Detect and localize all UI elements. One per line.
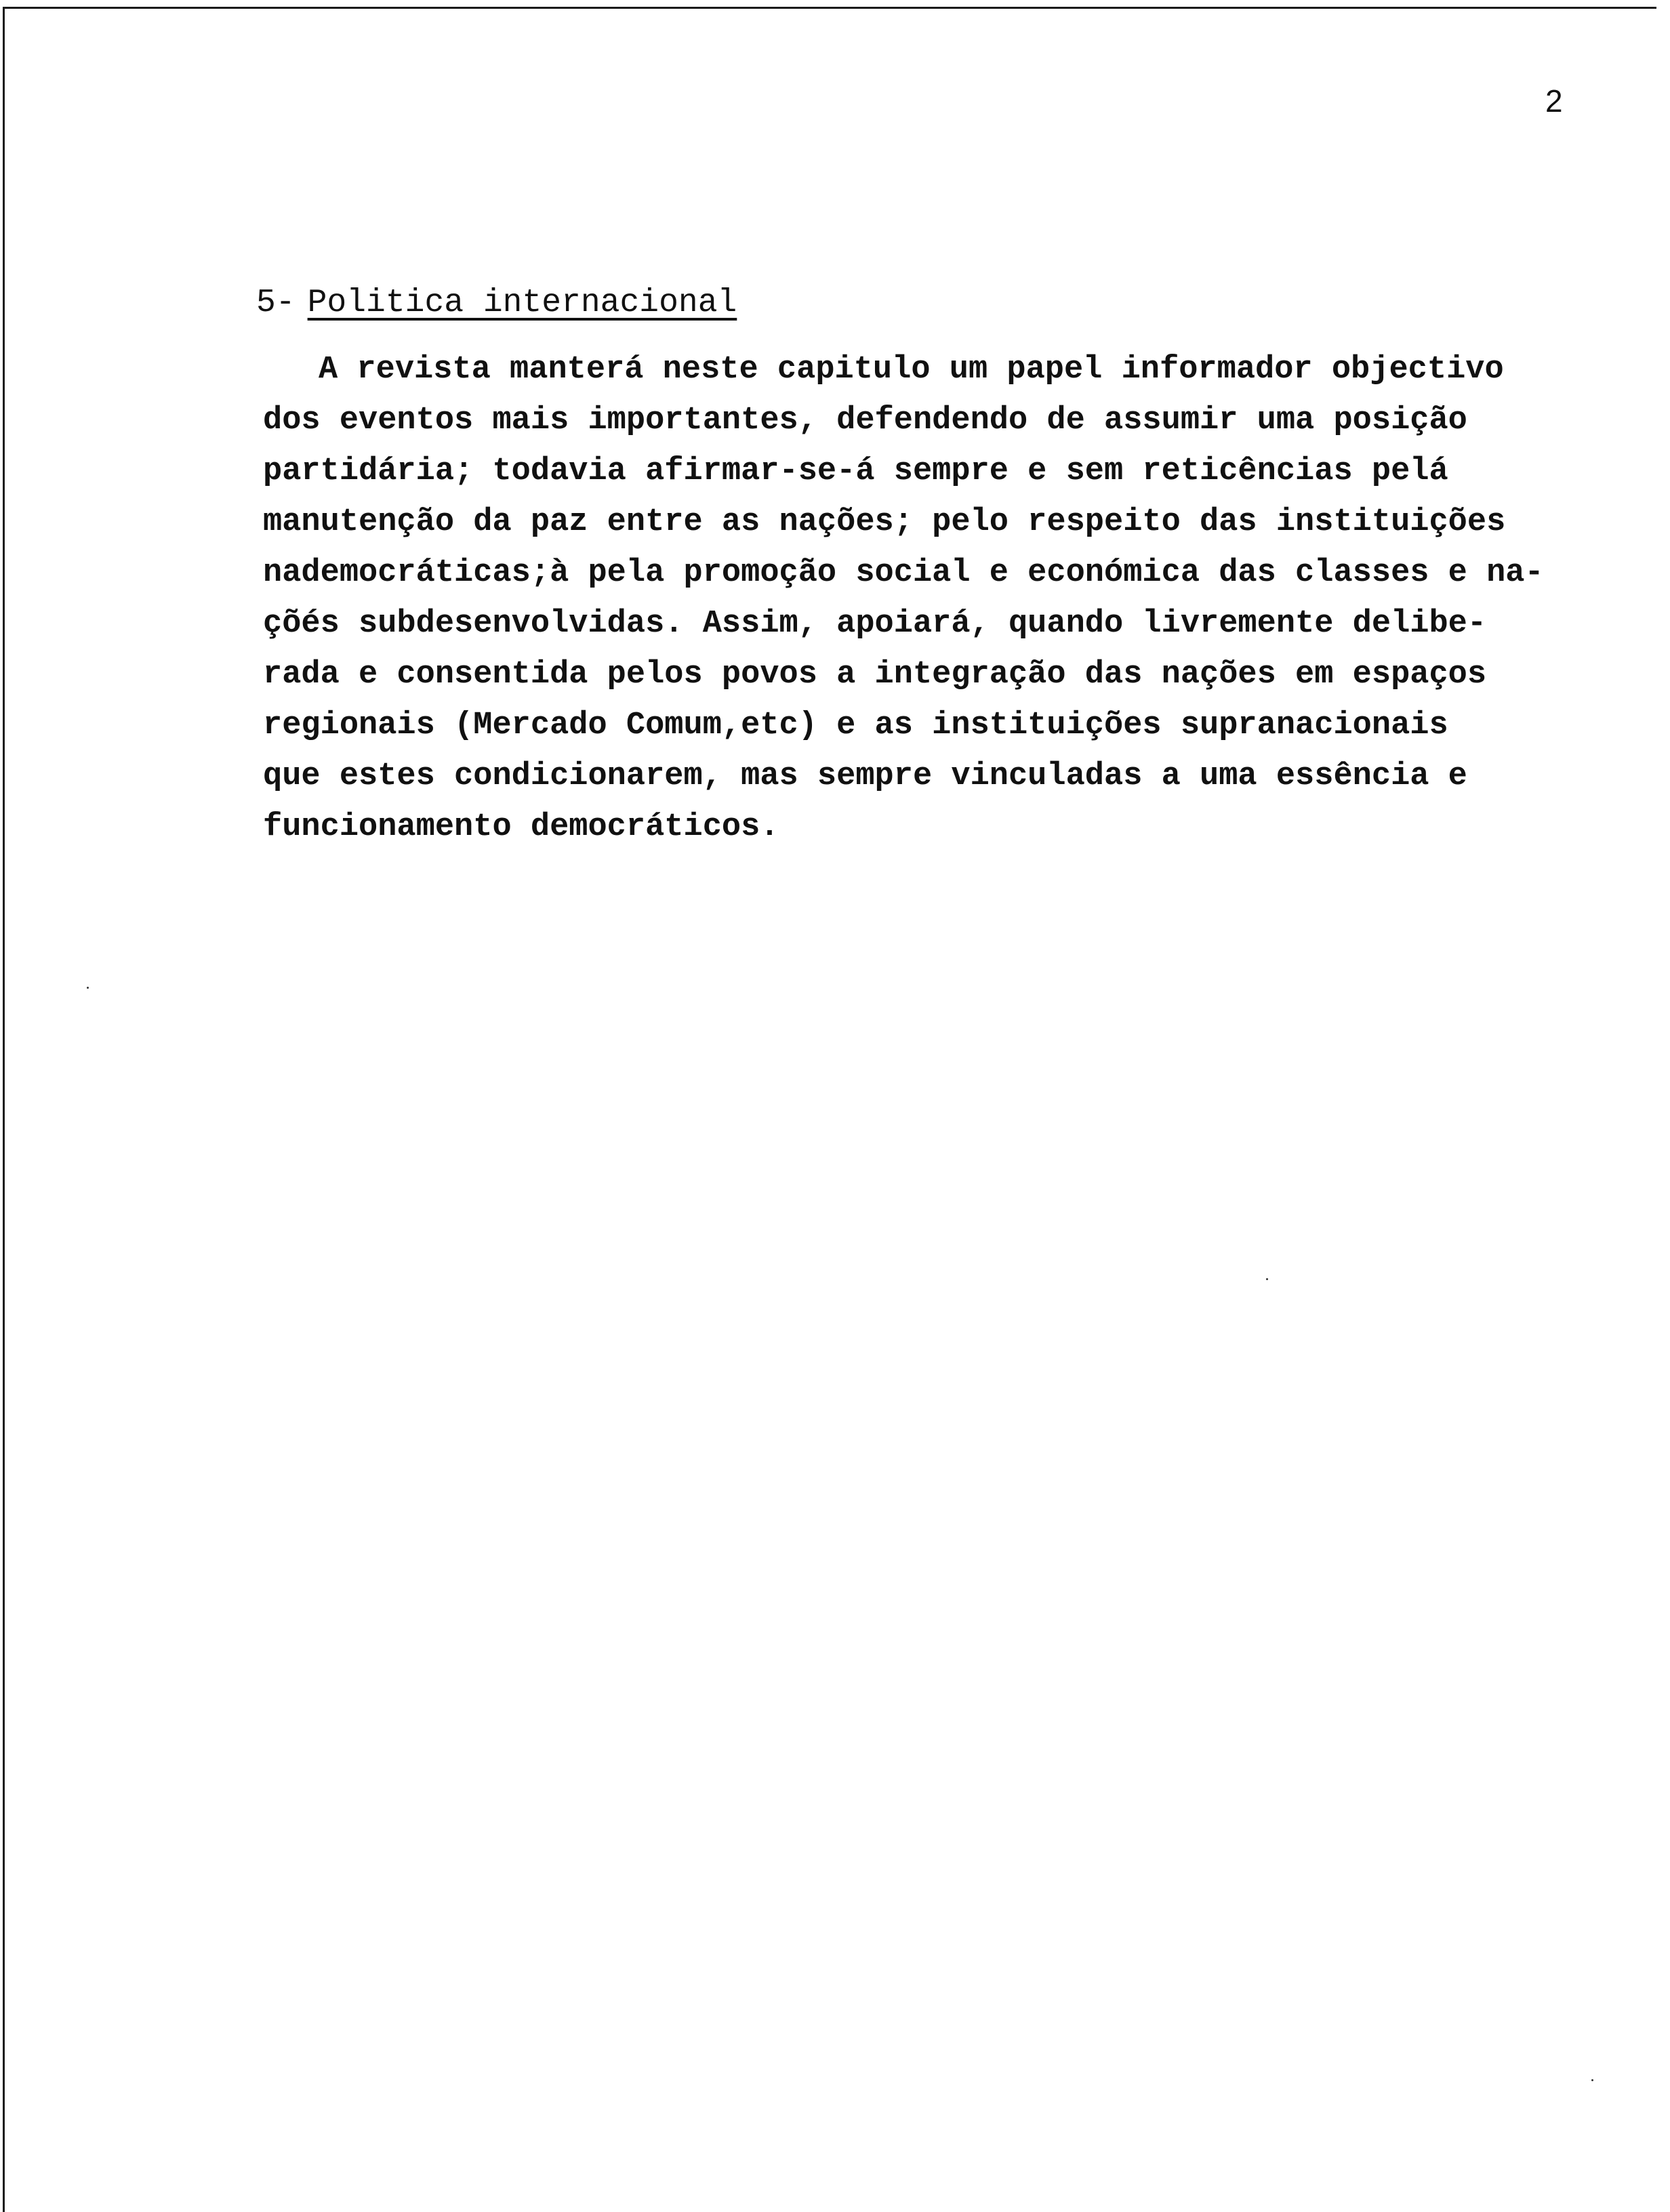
paragraph-line: que estes condicionarem, mas sempre vinculadas a uma essência e (263, 758, 1467, 794)
paragraph-line: nademocráticas;à pela promoção social e económica das classes e na- (263, 555, 1544, 591)
paragraph-line: partidária; todavia afirmar-se-á sempre e sem reticências pelá (263, 453, 1448, 489)
paragraph-line: dos eventos mais importantes, defendendo de assumir uma posição (263, 403, 1467, 438)
scan-speck (1266, 1278, 1268, 1280)
paragraph-line: rada e consentida pelos povos a integração das nações em espaços (263, 657, 1487, 693)
paragraph-line: manutenção da paz entre as nações; pelo respeito das instituições (263, 504, 1506, 540)
section-number: 5- (256, 285, 296, 321)
paragraph-line: regionais (Mercado Comum,etc) e as instituições supranacionais (263, 708, 1448, 743)
paragraph-line: A revista manterá neste capitulo um papel informador objectivo (319, 352, 1504, 388)
scan-speck (87, 987, 89, 989)
scan-border-left (3, 7, 5, 2212)
body-paragraph (263, 344, 1605, 853)
paragraph-line: funcionamento democráticos. (263, 809, 779, 845)
scan-border-top (3, 7, 1656, 9)
scan-speck (1591, 2079, 1593, 2081)
section-title: Politica internacional (307, 285, 737, 321)
page-number: 2 (1545, 83, 1563, 119)
section-heading (256, 285, 737, 321)
paragraph-line: çõés subdesenvolvidas. Assim, apoiará, quando livremente delibe- (263, 606, 1487, 642)
